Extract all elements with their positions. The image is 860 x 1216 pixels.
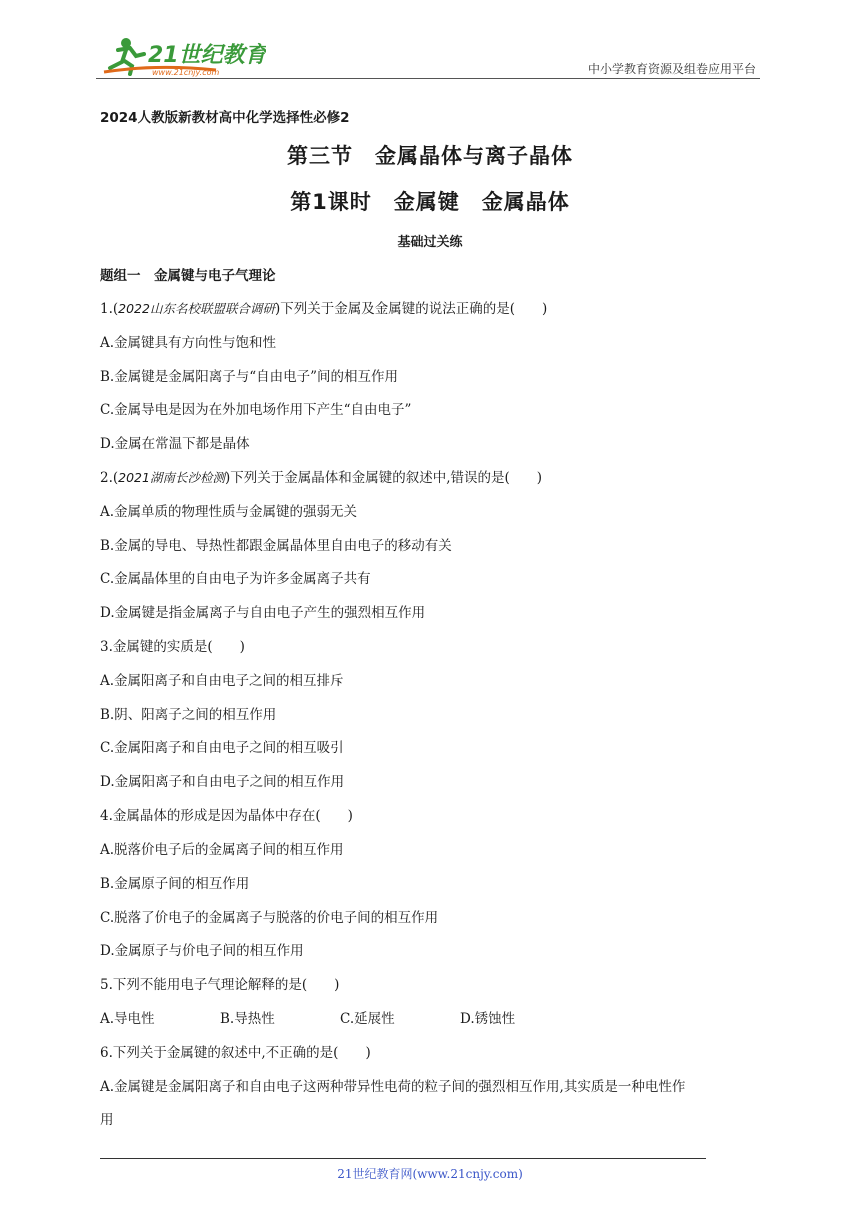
header-divider	[96, 78, 760, 79]
q1-option-d: D.金属在常温下都是晶体	[100, 436, 250, 452]
q5-option-d: D.锈蚀性	[460, 1011, 516, 1027]
q1-option-c: C.金属导电是因为在外加电场作用下产生“自由电子”	[100, 402, 412, 418]
q2-option-c: C.金属晶体里的自由电子为许多金属离子共有	[100, 571, 371, 587]
q5-option-c: C.延展性	[340, 1011, 395, 1027]
lesson-title: 第1课时 金属键 金属晶体	[290, 190, 570, 214]
q5-option-b: B.导热性	[220, 1011, 275, 1027]
q1-option-a: A.金属键具有方向性与饱和性	[100, 335, 277, 351]
q2-option-d: D.金属键是指金属离子与自由电子产生的强烈相互作用	[100, 605, 426, 621]
q4-option-c: C.脱落了价电子的金属离子与脱落的价电子间的相互作用	[100, 910, 439, 926]
site-logo	[96, 34, 266, 78]
footer-divider	[100, 1158, 706, 1159]
q5-options	[100, 1007, 580, 1027]
q3-option-a: A.金属阳离子和自由电子之间的相互排斥	[100, 673, 344, 689]
q6-option-a-line1: A.金属键是金属阳离子和自由电子这两种带异性电荷的粒子间的强烈相互作用,其实质是一种电性作	[100, 1079, 686, 1095]
question-5: 5.下列不能用电子气理论解释的是( )	[100, 977, 340, 993]
question-source: 2021湖南长沙检测	[118, 470, 225, 485]
logo-text: 21世纪教育	[148, 43, 266, 68]
q1-option-b: B.金属键是金属阳离子与“自由电子”间的相互作用	[100, 369, 399, 385]
group-title: 题组一 金属键与电子气理论	[100, 268, 276, 284]
question-6: 6.下列关于金属键的叙述中,不正确的是( )	[100, 1045, 371, 1061]
q3-option-b: B.阴、阳离子之间的相互作用	[100, 707, 277, 723]
q5-option-a: A.导电性	[100, 1011, 155, 1027]
footer-site-link[interactable]: 21世纪教育网(www.21cnjy.com)	[337, 1167, 523, 1181]
q3-option-d: D.金属阳离子和自由电子之间的相互作用	[100, 774, 345, 790]
question-2: 2.(2021湖南长沙检测)下列关于金属晶体和金属键的叙述中,错误的是( )	[100, 470, 543, 486]
q4-option-d: D.金属原子与价电子间的相互作用	[100, 943, 304, 959]
logo-url: www.21cnjy.com	[152, 68, 220, 77]
section-title: 基础过关练	[397, 235, 463, 250]
header-platform-text: 中小学教育资源及组卷应用平台	[587, 62, 756, 76]
q4-option-b: B.金属原子间的相互作用	[100, 876, 250, 892]
question-1: 1.(2022山东名校联盟联合调研)下列关于金属及金属键的说法正确的是( )	[100, 301, 548, 317]
question-3: 3.金属键的实质是( )	[100, 639, 245, 655]
q2-option-b: B.金属的导电、导热性都跟金属晶体里自由电子的移动有关	[100, 538, 452, 554]
q6-option-a-line2: 用	[100, 1112, 114, 1128]
q3-option-c: C.金属阳离子和自由电子之间的相互吸引	[100, 740, 344, 756]
q2-option-a: A.金属单质的物理性质与金属键的强弱无关	[100, 504, 358, 520]
question-source: 2022山东名校联盟联合调研	[118, 301, 275, 316]
question-4: 4.金属晶体的形成是因为晶体中存在( )	[100, 808, 353, 824]
q4-option-a: A.脱落价电子后的金属离子间的相互作用	[100, 842, 344, 858]
course-name: 2024人教版新教材高中化学选择性必修2	[100, 110, 350, 126]
chapter-title: 第三节 金属晶体与离子晶体	[287, 144, 573, 168]
